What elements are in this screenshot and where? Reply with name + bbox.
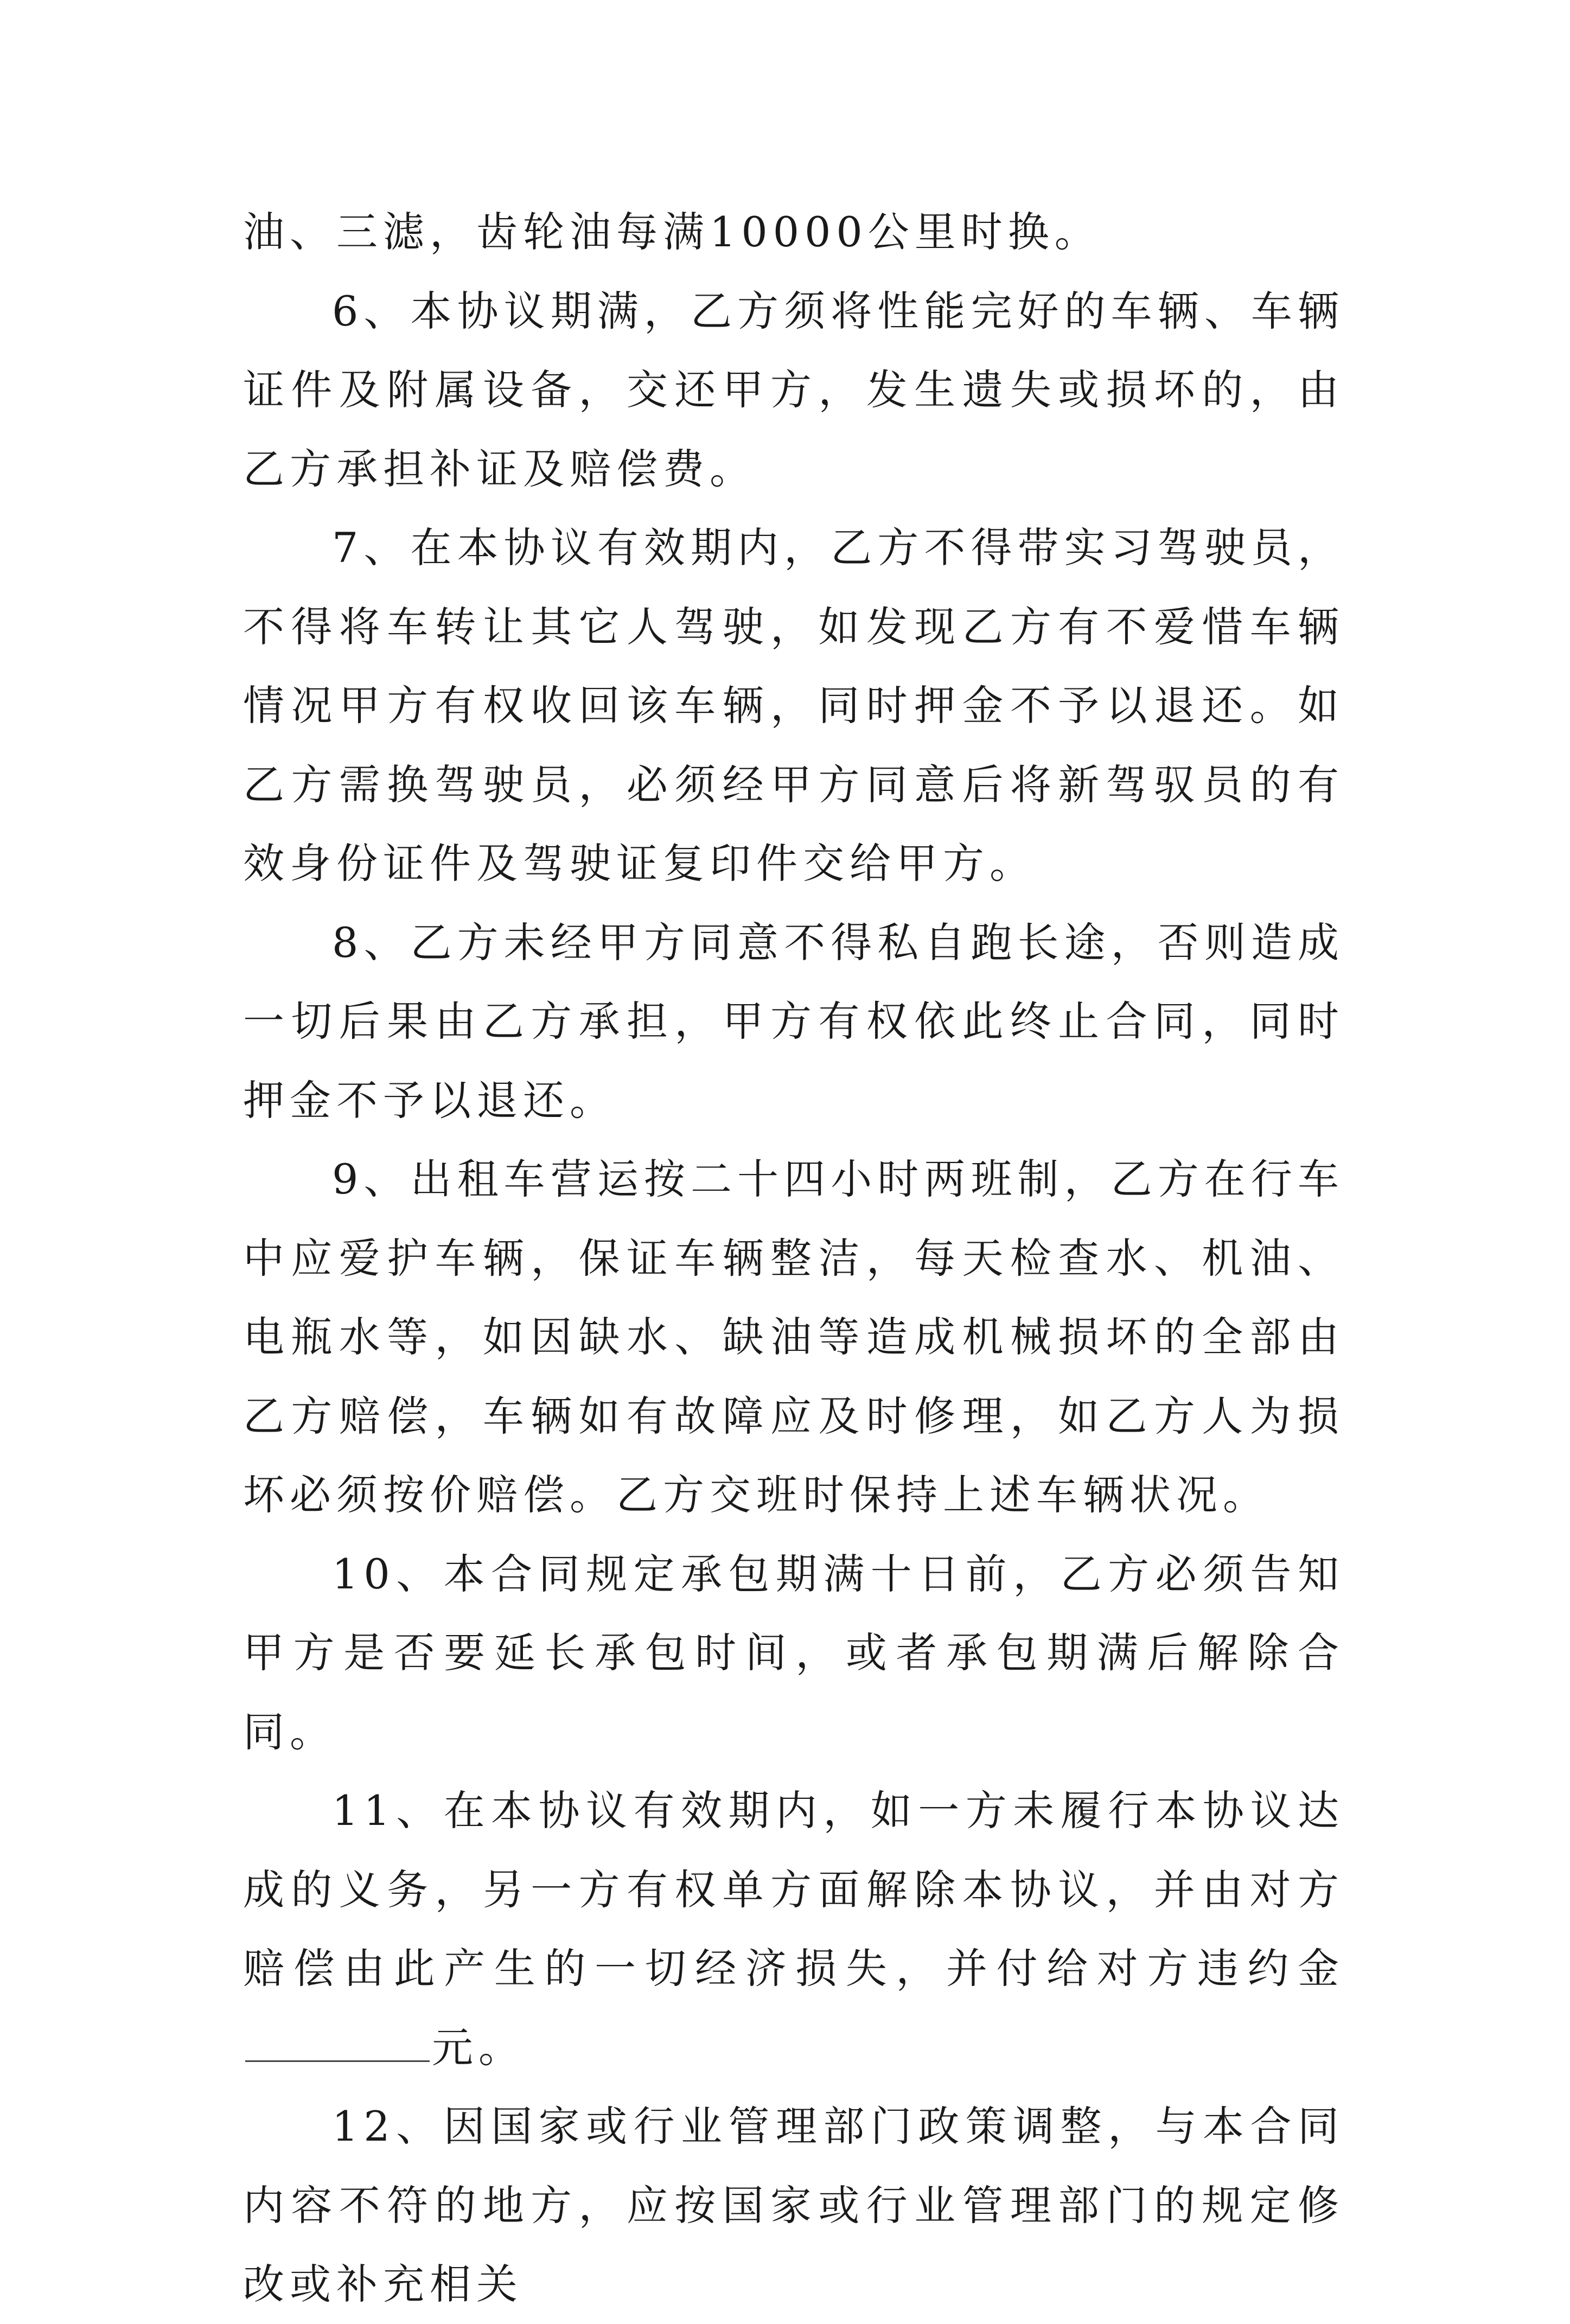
clause-9: 9、出租车营运按二十四小时两班制，乙方在行车中应爱护车辆，保证车辆整洁，每天检查水、机油、电瓶水等，如因缺水、缺油等造成机械损坏的全部由乙方赔偿，车辆如有故障应及时修理，如乙方人为损坏必须按价赔偿。乙方交班时保持上述车辆状况。 bbox=[243, 1155, 1344, 1519]
clause-11-text-after: 元。 bbox=[432, 2023, 525, 2072]
clause-12: 12、因国家或行业管理部门政策调整，与本合同内容不符的地方，应按国家或行业管理部门的规定修改或补充相关 bbox=[243, 2102, 1344, 2308]
clause-8: 8、乙方未经甲方同意不得私自跑长途，否则造成一切后果由乙方承担，甲方有权依此终止合同，同时押金不予以退还。 bbox=[243, 918, 1344, 1125]
document-body bbox=[243, 193, 1344, 2324]
clause-6: 6、本协议期满，乙方须将性能完好的车辆、车辆证件及附属设备，交还甲方，发生遗失或损坏的，由乙方承担补证及赔偿费。 bbox=[243, 286, 1344, 493]
clause-11-text-before: 11、在本协议有效期内，如一方未履行本协议达成的义务，另一方有权单方面解除本协议，并由对方赔偿由此产生的一切经济损失，并付给对方违约金 bbox=[243, 1786, 1344, 1993]
clause-7: 7、在本协议有效期内，乙方不得带实习驾驶员，不得将车转让其它人驾驶，如发现乙方有不爱惜车辆情况甲方有权收回该车辆，同时押金不予以退还。如乙方需换驾驶员，必须经甲方同意后将新驾驭员的有效身份证件及驾驶证复印件交给甲方。 bbox=[243, 523, 1344, 888]
clause-10: 10、本合同规定承包期满十日前，乙方必须告知甲方是否要延长承包时间，或者承包期满后解除合同。 bbox=[243, 1549, 1344, 1756]
penalty-amount-blank bbox=[245, 2028, 430, 2062]
paragraph-continuation: 油、三滤，齿轮油每满10000公里时换。 bbox=[243, 208, 1101, 256]
clause-11 bbox=[243, 1771, 1344, 2087]
